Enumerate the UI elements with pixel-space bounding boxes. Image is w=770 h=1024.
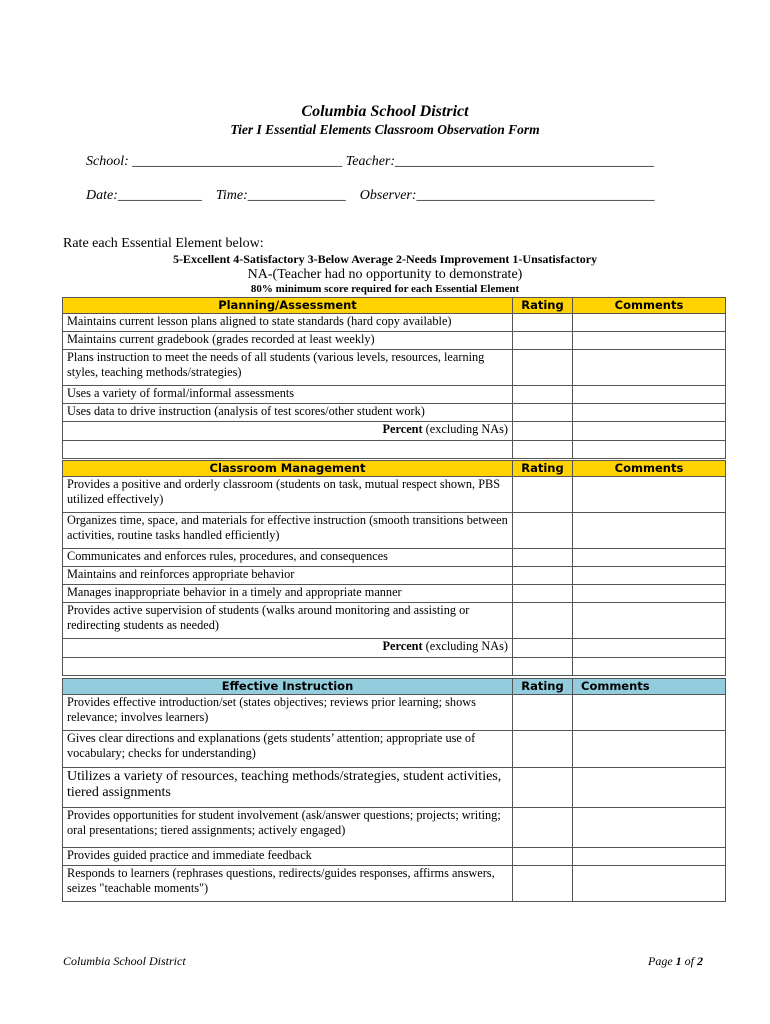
minimum-score-note: 80% minimum score required for each Essential Element: [250, 283, 520, 295]
table-row: [63, 866, 726, 902]
school-teacher-line: School: ______________________________ Teacher:_____________________________________: [86, 154, 655, 169]
element-text: Communicates and enforces rules, procedures, and consequences: [63, 549, 513, 567]
rating-cell[interactable]: [513, 314, 573, 332]
management-header-row: [63, 461, 726, 477]
table-row: [63, 808, 726, 848]
rating-cell[interactable]: [513, 585, 573, 603]
element-text: Maintains current gradebook (grades recorded at least weekly): [63, 332, 513, 350]
percent-label: Percent: [382, 422, 423, 436]
rating-cell[interactable]: [513, 477, 573, 513]
percent-comments-cell[interactable]: [573, 639, 726, 658]
planning-assessment-table: [62, 297, 726, 459]
comments-header: Comments: [573, 461, 726, 477]
rating-cell[interactable]: [513, 866, 573, 902]
element-text: Plans instruction to meet the needs of all students (various levels, resources, learning styles, teaching methods/strategies): [63, 350, 513, 386]
table-row: [63, 350, 726, 386]
comments-cell[interactable]: [573, 404, 726, 422]
form-subtitle: Tier I Essential Elements Classroom Observation Form: [230, 122, 540, 137]
rating-header: Rating: [513, 679, 573, 695]
rating-cell[interactable]: [513, 603, 573, 639]
element-text: Provides a positive and orderly classroom (students on task, mutual respect shown, PBS utilized effectively): [63, 477, 513, 513]
element-text: Responds to learners (rephrases questions, redirects/guides responses, affirms answers, seizes "teachable moments"): [63, 866, 513, 902]
na-note: NA-(Teacher had no opportunity to demonstrate): [247, 267, 523, 282]
table-row: [63, 477, 726, 513]
percent-label-cell: [63, 422, 513, 441]
comments-header: Comments: [573, 679, 726, 695]
comments-cell[interactable]: [573, 314, 726, 332]
element-text: Organizes time, space, and materials for effective instruction (smooth transitions between activities, routine tasks handled efficiently): [63, 513, 513, 549]
rating-cell[interactable]: [513, 404, 573, 422]
rating-cell[interactable]: [513, 695, 573, 731]
table-row: [63, 768, 726, 808]
percent-note: (excluding NAs): [422, 422, 508, 436]
rating-cell[interactable]: [513, 386, 573, 404]
comments-cell[interactable]: [573, 731, 726, 768]
blank-row: [63, 441, 726, 459]
table-row: [63, 314, 726, 332]
rating-cell[interactable]: [513, 731, 573, 768]
table-row: [63, 848, 726, 866]
element-text: Uses a variety of formal/informal assessments: [63, 386, 513, 404]
comments-cell[interactable]: [573, 603, 726, 639]
instruction-header-row: [63, 679, 726, 695]
comments-cell[interactable]: [573, 477, 726, 513]
rate-intro: Rate each Essential Element below:: [63, 236, 264, 251]
management-header: Classroom Management: [63, 461, 513, 477]
element-text: Provides guided practice and immediate feedback: [63, 848, 513, 866]
comments-header: Comments: [573, 298, 726, 314]
rating-cell[interactable]: [513, 808, 573, 848]
percent-label: Percent: [382, 639, 423, 653]
instruction-header: Effective Instruction: [63, 679, 513, 695]
comments-cell[interactable]: [573, 695, 726, 731]
planning-header-row: [63, 298, 726, 314]
percent-note: (excluding NAs): [422, 639, 508, 653]
page-number: Page 1 of 2: [648, 954, 703, 968]
table-row: [63, 549, 726, 567]
rating-cell[interactable]: [513, 567, 573, 585]
table-row: [63, 404, 726, 422]
rating-scale: 5-Excellent 4-Satisfactory 3-Below Average 2-Needs Improvement 1-Unsatisfactory: [172, 252, 598, 266]
comments-cell[interactable]: [573, 567, 726, 585]
table-row: [63, 567, 726, 585]
rating-header: Rating: [513, 461, 573, 477]
comments-cell[interactable]: [573, 549, 726, 567]
comments-cell[interactable]: [573, 350, 726, 386]
footer-district: Columbia School District: [63, 954, 186, 968]
element-text: Uses data to drive instruction (analysis of test scores/other student work): [63, 404, 513, 422]
percent-row: [63, 639, 726, 658]
element-text: Maintains and reinforces appropriate behavior: [63, 567, 513, 585]
planning-header: Planning/Assessment: [63, 298, 513, 314]
table-row: [63, 695, 726, 731]
percent-comments-cell[interactable]: [573, 422, 726, 441]
document-title: Columbia School District: [301, 103, 469, 120]
comments-cell[interactable]: [573, 585, 726, 603]
rating-cell[interactable]: [513, 513, 573, 549]
comments-cell[interactable]: [573, 386, 726, 404]
effective-instruction-table: [62, 678, 726, 902]
comments-cell[interactable]: [573, 808, 726, 848]
element-text: Manages inappropriate behavior in a timely and appropriate manner: [63, 585, 513, 603]
rating-cell[interactable]: [513, 848, 573, 866]
element-text: Provides opportunities for student involvement (ask/answer questions; projects; writing; oral presentations; tiered assignments; actively engaged): [63, 808, 513, 848]
percent-rating-cell[interactable]: [513, 639, 573, 658]
element-text: Maintains current lesson plans aligned to state standards (hard copy available): [63, 314, 513, 332]
blank-row: [63, 658, 726, 676]
comments-cell[interactable]: [573, 848, 726, 866]
rating-cell[interactable]: [513, 768, 573, 808]
table-row: [63, 386, 726, 404]
table-row: [63, 585, 726, 603]
comments-cell[interactable]: [573, 513, 726, 549]
percent-label-cell: [63, 639, 513, 658]
percent-row: [63, 422, 726, 441]
element-text: Gives clear directions and explanations (gets students’ attention; appropriate use of vocabulary; checks for understanding): [63, 731, 513, 768]
comments-cell[interactable]: [573, 768, 726, 808]
element-text: Provides effective introduction/set (states objectives; reviews prior learning; shows relevance; involves learners): [63, 695, 513, 731]
rating-cell[interactable]: [513, 549, 573, 567]
date-time-observer-line: Date:____________ Time:______________ Observer:__________________________________: [86, 188, 655, 203]
table-row: [63, 332, 726, 350]
element-text: Utilizes a variety of resources, teaching methods/strategies, student activities, tiered assignments: [63, 768, 513, 808]
rating-header: Rating: [513, 298, 573, 314]
comments-cell[interactable]: [573, 866, 726, 902]
rating-cell[interactable]: [513, 332, 573, 350]
element-text: Provides active supervision of students (walks around monitoring and assisting or redirecting students as needed): [63, 603, 513, 639]
table-row: [63, 603, 726, 639]
percent-rating-cell[interactable]: [513, 422, 573, 441]
comments-cell[interactable]: [573, 332, 726, 350]
table-row: [63, 731, 726, 768]
rating-cell[interactable]: [513, 350, 573, 386]
table-row: [63, 513, 726, 549]
classroom-management-table: [62, 460, 726, 676]
